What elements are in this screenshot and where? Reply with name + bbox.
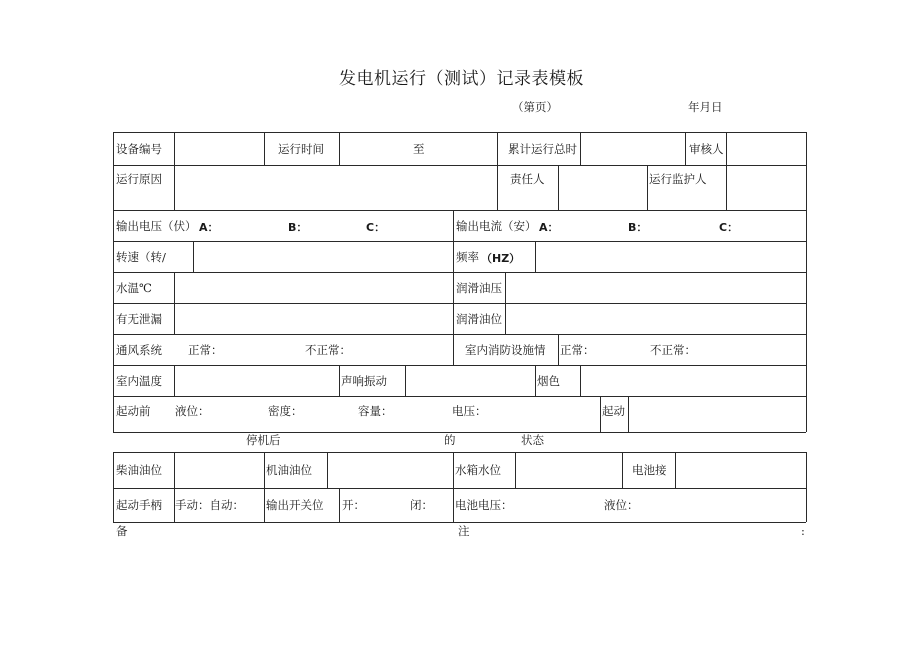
switch-close-label: 闭： bbox=[410, 498, 433, 512]
noise-vibration-label: 声响振动 bbox=[341, 374, 387, 388]
remarks-label-2: 注 bbox=[458, 524, 470, 538]
engine-oil-level-label: 机油油位 bbox=[266, 463, 312, 477]
density-label: 密度： bbox=[268, 404, 303, 418]
output-current-label: 输出电流（安） bbox=[456, 219, 537, 233]
lube-oil-pressure-label: 润滑油压 bbox=[456, 281, 502, 295]
ventilation-normal-label: 正常： bbox=[188, 343, 223, 357]
electrolyte-level-label: 液位： bbox=[604, 498, 639, 512]
page-title: 发电机运行（测试）记录表模板 bbox=[339, 69, 584, 89]
ventilation-system-label: 通风系统 bbox=[116, 343, 162, 357]
after-stop-status: 状态 bbox=[521, 433, 544, 447]
battery-voltage-label: 电池电压： bbox=[455, 498, 513, 512]
frequency-unit: （HZ） bbox=[481, 252, 521, 265]
level-label: 液位： bbox=[175, 404, 210, 418]
total-run-time-label: 累计运行总时 bbox=[508, 142, 577, 156]
battery-connection-label: 电池接 bbox=[632, 463, 667, 477]
current-phase-a: A： bbox=[539, 221, 559, 234]
water-tank-level-label: 水箱水位 bbox=[455, 463, 501, 477]
responsible-person-label: 责任人 bbox=[510, 172, 545, 186]
ventilation-abnormal-label: 不正常： bbox=[305, 343, 351, 357]
after-stop-of: 的 bbox=[444, 433, 456, 447]
fire-abnormal-label: 不正常： bbox=[650, 343, 696, 357]
run-time-label: 运行时间 bbox=[278, 142, 324, 156]
smoke-color-label: 烟色 bbox=[537, 374, 560, 388]
capacity-label: 容量： bbox=[358, 404, 393, 418]
manual-auto-label: 手动：自动： bbox=[175, 498, 244, 512]
output-switch-position-label: 输出开关位 bbox=[266, 498, 324, 512]
reviewer-label: 审核人 bbox=[689, 142, 724, 156]
room-temperature-label: 室内温度 bbox=[116, 374, 162, 388]
remarks-label-1: 备 bbox=[116, 524, 128, 538]
voltage-phase-a: A： bbox=[199, 221, 219, 234]
remarks-colon: : bbox=[801, 524, 805, 538]
current-phase-c: C： bbox=[719, 221, 739, 234]
fire-facility-label: 室内消防设施情 bbox=[465, 343, 546, 357]
start-handle-label: 起动手柄 bbox=[116, 498, 162, 512]
speed-label: 转速（转/ bbox=[116, 250, 166, 264]
diesel-level-label: 柴油油位 bbox=[116, 463, 162, 477]
device-number-label: 设备编号 bbox=[116, 142, 162, 156]
fire-normal-label: 正常： bbox=[560, 343, 595, 357]
current-phase-b: B： bbox=[628, 221, 648, 234]
before-start-label: 起动前 bbox=[116, 404, 151, 418]
date-label: 年月日 bbox=[688, 100, 723, 114]
lube-oil-level-label: 润滑油位 bbox=[456, 312, 502, 326]
output-voltage-label: 输出电压（伏） bbox=[116, 219, 197, 233]
run-reason-label: 运行原因 bbox=[116, 172, 162, 186]
voltage-phase-c: C： bbox=[366, 221, 386, 234]
start-label: 起动 bbox=[602, 404, 625, 418]
leakage-label: 有无泄漏 bbox=[116, 312, 162, 326]
switch-open-label: 开： bbox=[342, 498, 365, 512]
after-stop-label: 停机后 bbox=[246, 433, 281, 447]
water-temperature-label: 水温℃ bbox=[116, 281, 152, 295]
voltage-phase-b: B： bbox=[288, 221, 308, 234]
page-number-label: （第页） bbox=[512, 100, 558, 114]
run-supervisor-label: 运行监护人 bbox=[649, 172, 707, 186]
voltage-label: 电压： bbox=[452, 404, 487, 418]
to-label: 至 bbox=[413, 142, 425, 156]
frequency-label: 频率 bbox=[456, 250, 479, 264]
